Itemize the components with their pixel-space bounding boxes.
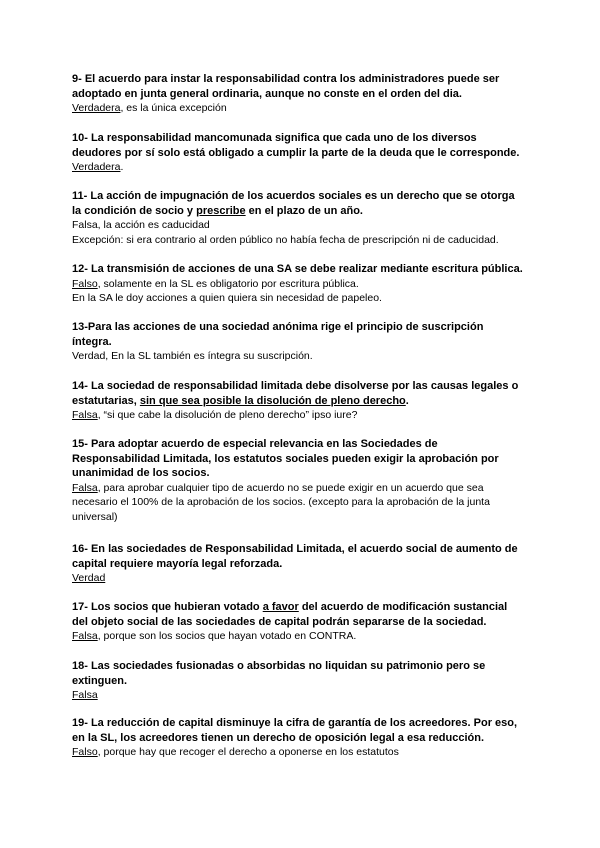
question-text-line: capital requiere mayoría legal reforzada. [72, 557, 283, 570]
question-text-part: la condición de socio y [72, 204, 197, 217]
question-14 [72, 379, 532, 423]
question-underlined-term: sin que sea posible la disolución de pleno derecho [139, 394, 406, 407]
question-text-part: en el plazo de un año. [245, 204, 363, 217]
question-text-line: 15- Para adoptar acuerdo de especial relevancia en las Sociedades de [72, 438, 438, 450]
answer-text [72, 745, 532, 760]
question-text-part: del acuerdo de modificación sustancial [298, 601, 508, 613]
question-15 [72, 437, 532, 524]
answer-verdict: Verdadera [72, 102, 121, 114]
question-text-line [72, 394, 532, 409]
answer-text [72, 101, 532, 116]
question-text-line: en la SL, los acreedores tienen un derecho de oposición legal a esa reducción. [72, 731, 485, 744]
question-text-line: 14- La sociedad de responsabilidad limitada debe disolverse por las causas legales o [72, 380, 519, 392]
question-18 [72, 659, 532, 703]
question-text-line: 11- La acción de impugnación de los acuerdos sociales es un derecho que se otorga [72, 190, 515, 202]
question-text-line: 12- La transmisión de acciones de una SA se debe realizar mediante escritura pública. [72, 263, 523, 275]
question-text-line: 16- En las sociedades de Responsabilidad Limitada, el acuerdo social de aumento de [72, 543, 518, 555]
question-text-line: íntegra. [72, 335, 112, 348]
answer-text: necesario el 100% de la aprobación de los socios. (excepto para la aprobación de la junta [72, 496, 490, 508]
question-text-line: 19- La reducción de capital disminuye la cifra de garantía de los acreedores. Por eso, [72, 717, 518, 729]
question-19 [72, 716, 532, 760]
answer-text: En la SA le doy acciones a quien quiera sin necesidad de papeleo. [72, 292, 382, 304]
answer-verdict: Falsa [72, 409, 98, 421]
question-text-line: adoptado en junta general ordinaria, aunque no conste en el orden del dia. [72, 87, 462, 100]
question-text-part: . [405, 394, 409, 407]
answer-text [72, 160, 532, 175]
answer-text [72, 571, 532, 586]
answer-verdict: Falso [72, 277, 98, 290]
answer-text: Falsa, la acción es caducidad [72, 219, 210, 231]
answer-text [72, 481, 532, 496]
question-text-line: 13-Para las acciones de una sociedad anónima rige el principio de suscripción [72, 321, 484, 333]
question-text-part: 17- Los socios que hubieran votado [72, 601, 263, 613]
answer-text [72, 277, 532, 292]
answer-text [72, 408, 532, 423]
question-text-line: 10- La responsabilidad mancomunada significa que cada uno de los diversos [72, 132, 477, 144]
answer-explanation: , porque son los socios que hayan votado en CONTRA. [97, 630, 357, 642]
answer-verdict: Falsa [72, 481, 98, 494]
answer-text: Excepción: si era contrario al orden público no había fecha de prescripción ni de caducidad. [72, 233, 499, 246]
answer-explanation: , es la única excepción [120, 102, 227, 114]
question-text-line: Responsabilidad Limitada, los estatutos sociales pueden exigir la aprobación por [72, 452, 499, 465]
answer-explanation: . [120, 161, 124, 173]
question-12 [72, 262, 532, 306]
answer-verdict: Falsa [72, 689, 98, 701]
answer-text: universal) [72, 510, 118, 523]
answer-verdict: Verdad [72, 572, 106, 584]
question-13 [72, 320, 532, 364]
question-text-line: deudores por sí solo está obligado a cumplir la parte de la deuda que le corresponde. [72, 146, 520, 159]
question-text-line: unanimidad de los socios. [72, 467, 210, 479]
question-text-line [72, 204, 532, 219]
question-text-part: estatutarias, [72, 394, 140, 407]
answer-verdict: Falsa [72, 630, 98, 642]
answer-explanation: , para aprobar cualquier tipo de acuerdo no se puede exigir en un acuerdo que sea [97, 481, 484, 494]
question-text-line: extinguen. [72, 674, 128, 687]
question-underlined-term: a favor [262, 601, 299, 613]
question-text-line: 9- El acuerdo para instar la responsabilidad contra los administradores puede ser [72, 73, 500, 85]
answer-explanation: , solamente en la SL es obligatorio por escritura pública. [97, 277, 359, 290]
question-underlined-term: prescribe [196, 204, 246, 217]
question-text-line [72, 600, 532, 615]
question-text-line: 18- Las sociedades fusionadas o absorbidas no liquidan su patrimonio pero se [72, 660, 486, 672]
question-text-line: del objeto social de las sociedades de capital podrán separarse de la sociedad. [72, 615, 487, 628]
answer-explanation: , “si que cabe la disolución de pleno derecho” ipso iure? [97, 409, 358, 421]
question-16 [72, 542, 532, 586]
answer-text: Verdad, En la SL también es íntegra su suscripción. [72, 350, 313, 362]
answer-verdict: Verdadera [72, 161, 121, 173]
answer-explanation: , porque hay que recoger el derecho a oponerse en los estatutos [97, 746, 399, 758]
question-11 [72, 189, 532, 247]
answer-text [72, 688, 532, 703]
question-17 [72, 600, 532, 644]
question-9 [72, 72, 532, 116]
question-10 [72, 131, 532, 175]
answer-verdict: Falso [72, 746, 98, 758]
answer-text [72, 629, 532, 644]
